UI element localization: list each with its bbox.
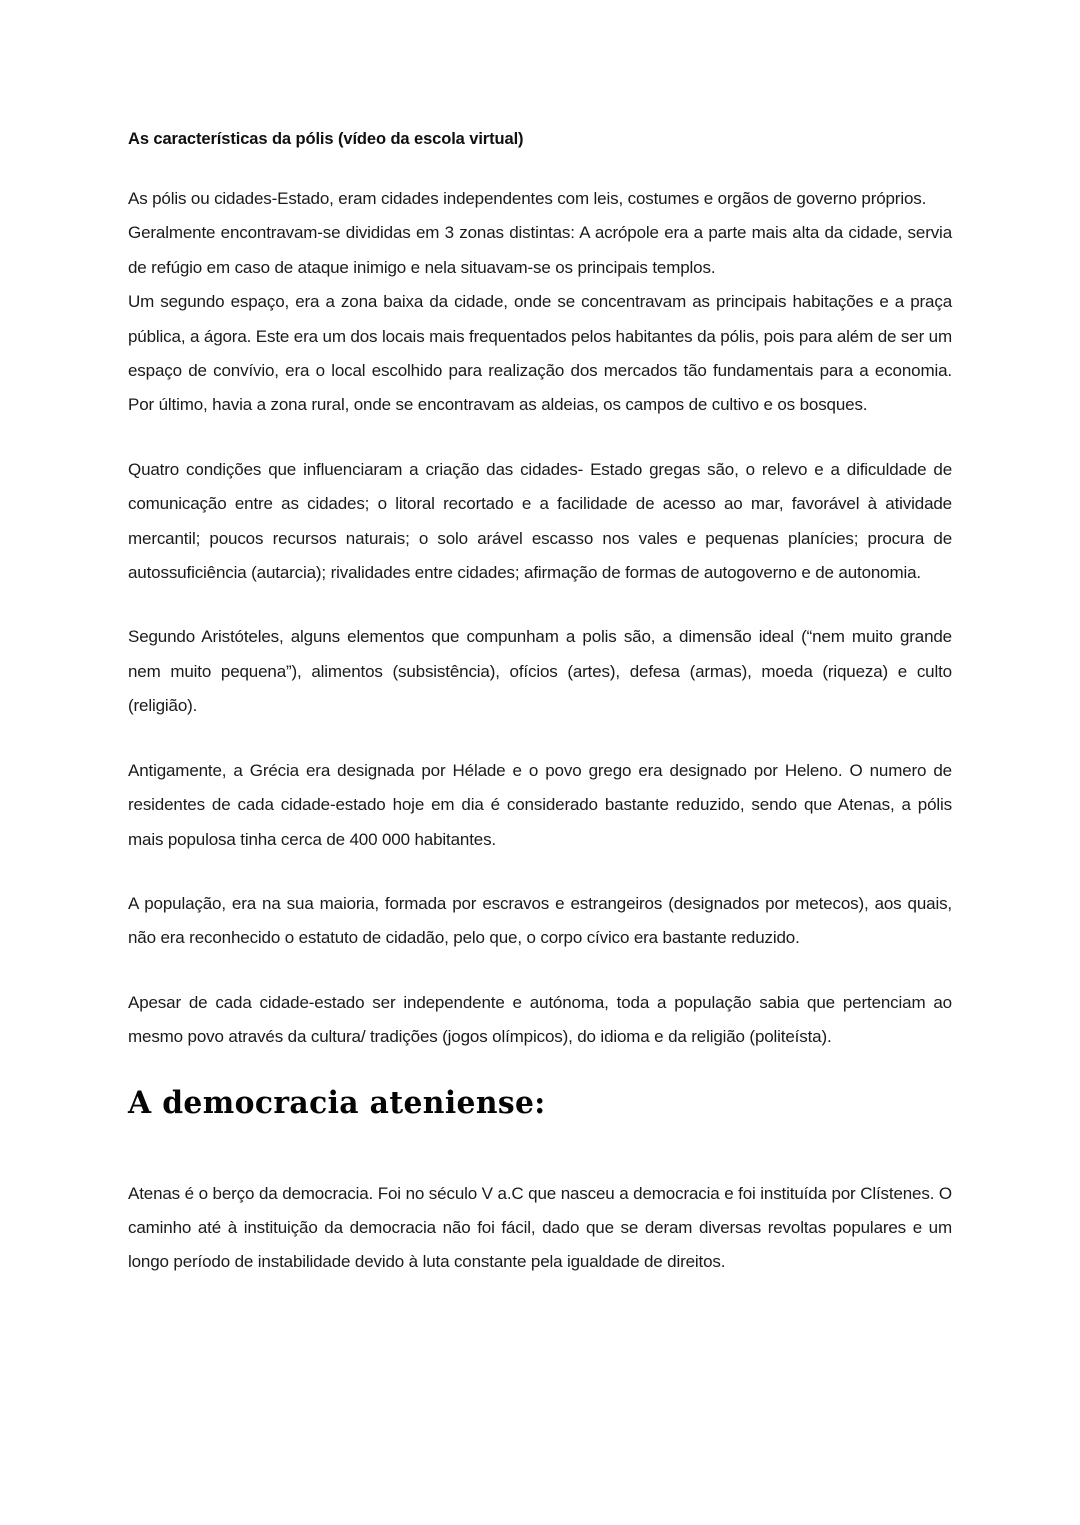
paragraph-spacer — [128, 974, 952, 986]
page-title: As características da pólis (vídeo da escola virtual) — [128, 130, 524, 148]
paragraph-spacer — [128, 608, 952, 620]
paragraph-spacer — [128, 742, 952, 754]
paragraph-line: Um segundo espaço, era a zona baixa da cidade, onde se concentravam as principais habitações e a praça pública, a ágora. Este era um dos locais mais frequentados pelos habitantes da pólis, pois para além de ser um espaço de convívio, era o local escolhido para realização dos mercados tão fundamentais para a economia. Por último, havia a zona rural, onde se encontravam as aldeias, os campos de cultivo e os bosques. — [128, 292, 952, 415]
paragraph-text: Apesar de cada cidade-estado ser independente e autónoma, toda a população sabia que pertenciam ao mesmo povo através da cultura/ tradições (jogos olímpicos), do idioma e da religião (politeísta). — [128, 992, 952, 1047]
paragraph-block-quatro-condicoes — [128, 453, 952, 591]
paragraph-block-closing — [128, 1177, 952, 1280]
paragraph-block-populacao — [128, 887, 952, 956]
paragraph-text: Antigamente, a Grécia era designada por Hélade e o povo grego era designado por Heleno. O numero de residentes de cada cidade-estado hoje em dia é considerado bastante reduzido, sendo que Atenas, a pólis mais populosa tinha cerca de 400 000 habitantes. — [128, 760, 952, 849]
paragraph-spacer — [128, 441, 952, 453]
paragraph-text: Atenas é o berço da democracia. Foi no século V a.C que nasceu a democracia e foi instituída por Clístenes. O caminho até à instituição da democracia não foi fácil, dado que se deram diversas revoltas populares e um longo período de instabilidade devido à luta constante pela igualdade de direitos. — [128, 1183, 952, 1272]
paragraph-text: A população, era na sua maioria, formada por escravos e estrangeiros (designados por metecos), aos quais, não era reconhecido o estatuto de cidadão, pelo que, o corpo cívico era bastante reduzido. — [128, 893, 952, 948]
paragraph-block-helade — [128, 754, 952, 857]
paragraph-text: Quatro condições que influenciaram a criação das cidades- Estado gregas são, o relevo e a dificuldade de comunicação entre as cidades; o litoral recortado e a facilidade de acesso ao mar, favorável à atividade mercantil; poucos recursos naturais; o solo arável escasso nos vales e pequenas planícies; procura de autossuficiência (autarcia); rivalidades entre cidades; afirmação de formas de autogoverno e de autonomia. — [128, 459, 952, 583]
paragraph-block-intro — [128, 182, 952, 423]
paragraph-block-autonomia — [128, 986, 952, 1055]
paragraph-block-aristoteles — [128, 620, 952, 723]
section-heading-democracia-ateniense: A democracia ateniense: — [128, 1084, 546, 1121]
document-content — [128, 126, 952, 1280]
paragraph-line: Geralmente encontravam-se divididas em 3 zonas distintas: A acrópole era a parte mais alta da cidade, servia de refúgio em caso de ataque inimigo e nela situavam-se os principais templos. — [128, 223, 952, 277]
paragraph-line: As pólis ou cidades-Estado, eram cidades independentes com leis, costumes e orgãos de governo próprios. — [128, 189, 927, 208]
paragraph-text: Segundo Aristóteles, alguns elementos que compunham a polis são, a dimensão ideal (“nem muito grande nem muito pequena”), alimentos (subsistência), ofícios (artes), defesa (armas), moeda (riqueza) e culto (religião). — [128, 627, 952, 716]
paragraph-spacer — [128, 875, 952, 887]
